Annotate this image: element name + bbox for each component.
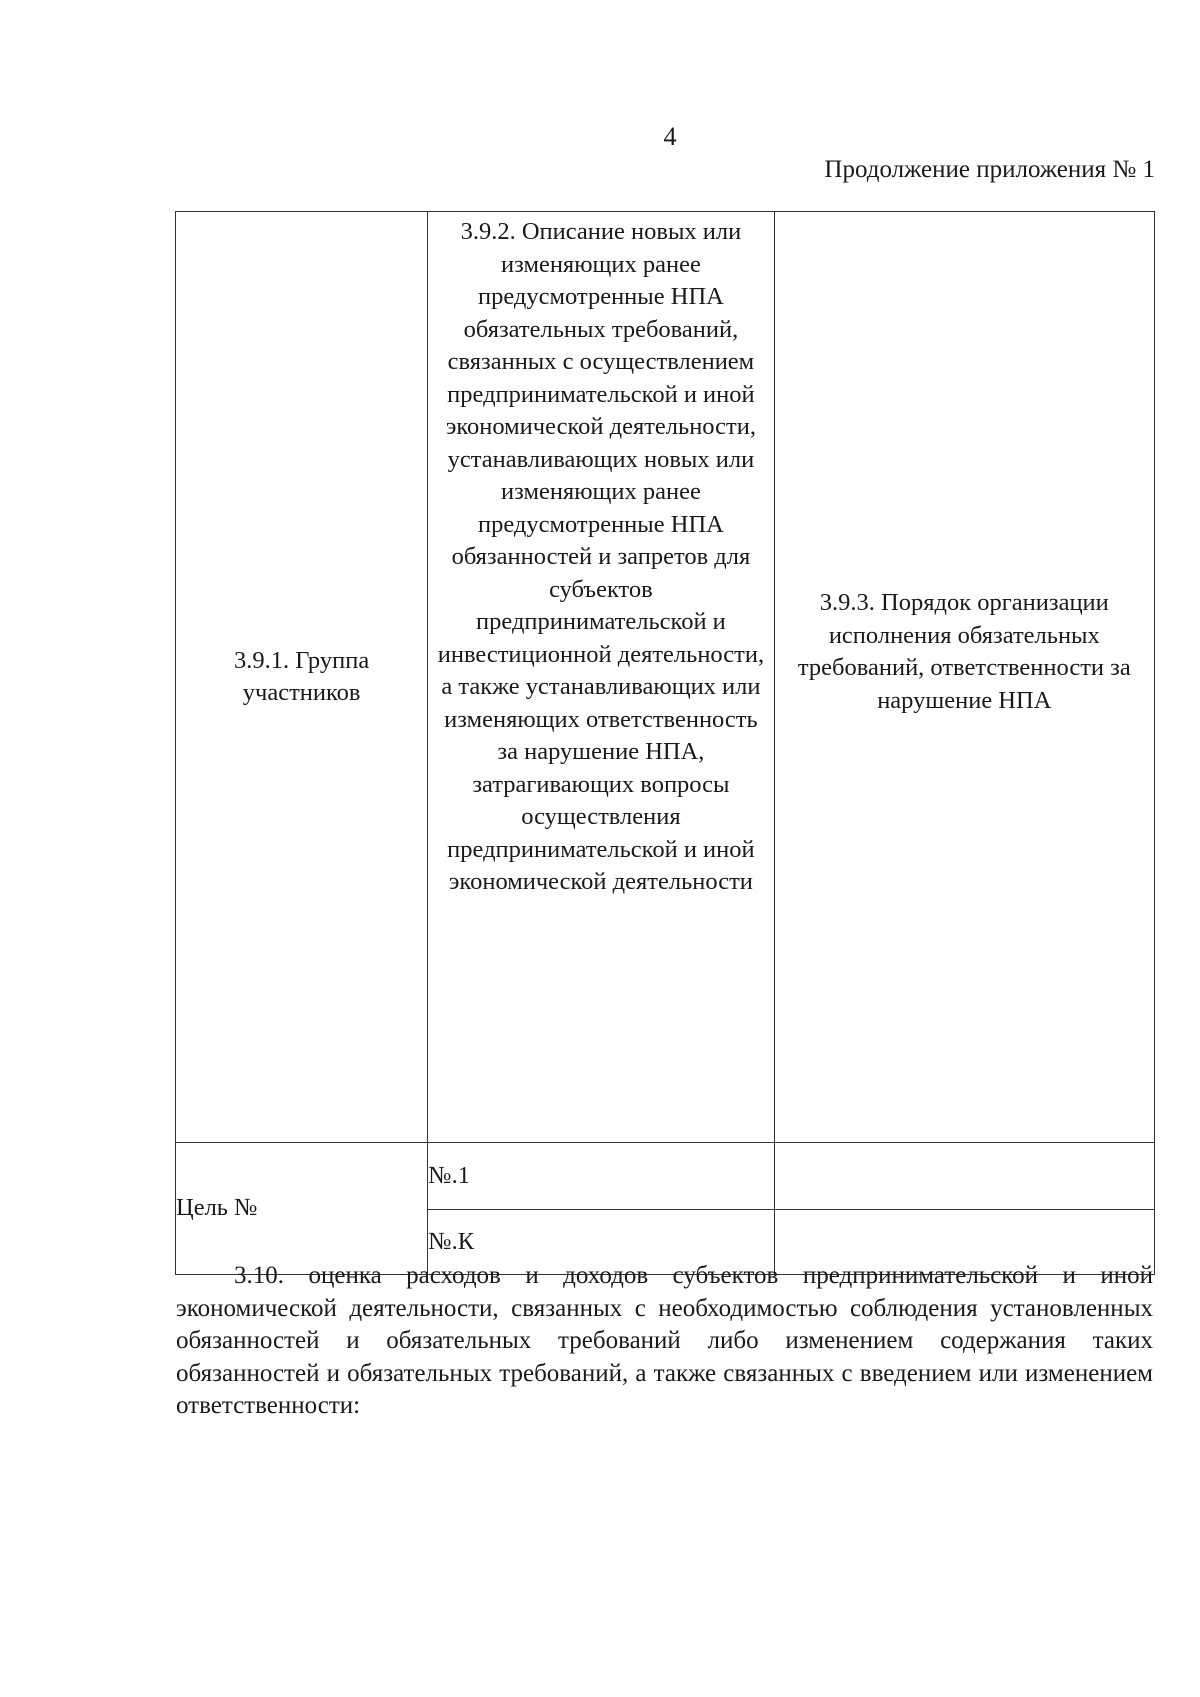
goal-row-empty-cell (774, 1143, 1154, 1210)
header-requirements-description: 3.9.2. Описание новых или изменяющих ранее предусмотренные НПА обязательных требований, связанных с осуществлением предпринимательской и иной экономической деятельности, устанавливающих новых или изменяющих ранее предусмотренные НПА обязанностей и запретов для субъектов предпринимательской и инвестиционной деятельности, а также устанавливающих или изменяющих ответственность за нарушение НПА, затрагивающих вопросы осуществления предпринимательской и иной экономической деятельности (428, 212, 774, 1143)
appendix-continuation-label: Продолжение приложения № 1 (824, 156, 1155, 183)
goal-row-number-cell: №.К (428, 1210, 774, 1275)
header-participant-group: 3.9.1. Группа участников (176, 212, 428, 1143)
goal-label-cell: Цель № (176, 1143, 428, 1275)
table-header-row (176, 212, 1155, 1143)
goal-row-number-cell: №.1 (428, 1143, 774, 1210)
section-3-10-paragraph: 3.10. оценка расходов и доходов субъектов предпринимательской и иной экономической деятельности, связанных с необходимостью соблюдения установленных обязанностей и обязательных требований либо изменением содержания таких обязанностей и обязательных требований, а также связанных с введением или изменением ответственности: (176, 1262, 1153, 1419)
page-number: 4 (663, 122, 677, 151)
requirements-table (175, 211, 1155, 1275)
header-enforcement-procedure: 3.9.3. Порядок организации исполнения обязательных требований, ответственности за нарушение НПА (774, 212, 1154, 1143)
table-row (176, 1143, 1155, 1210)
